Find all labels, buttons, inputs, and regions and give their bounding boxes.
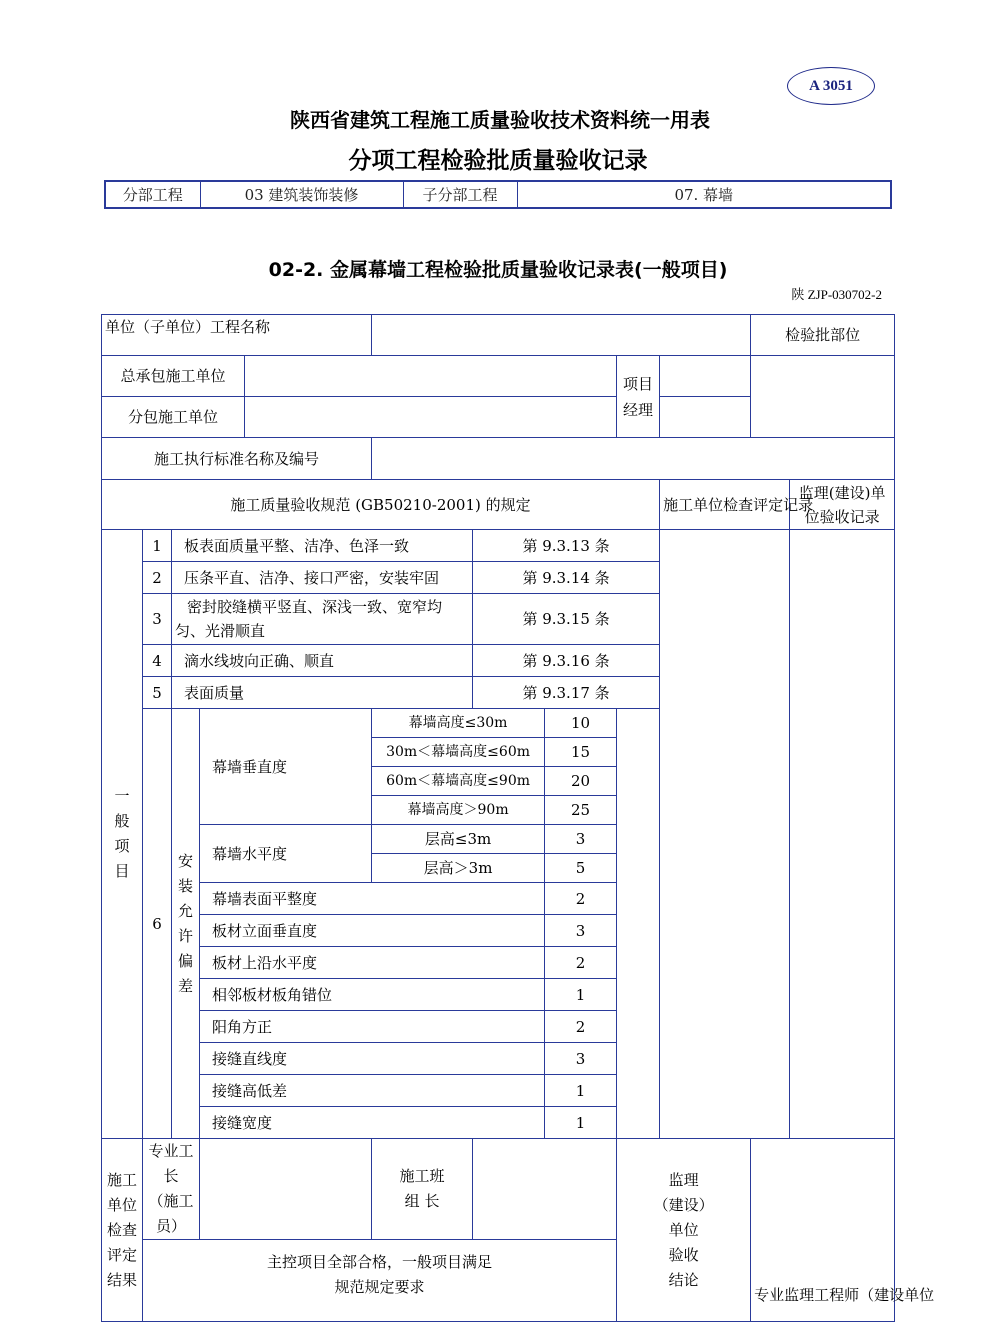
- tolerance-condition: 层高＞3m: [372, 854, 545, 883]
- supervisor-result-label: 监理 （建设） 单位 验收 结论: [617, 1139, 751, 1322]
- item-number: 4: [143, 645, 172, 677]
- tolerance-value: 3: [545, 915, 617, 947]
- foreman-field[interactable]: [200, 1139, 372, 1240]
- supervisor-engineer-field[interactable]: 专业监理工程师（建设单位: [751, 1139, 895, 1322]
- contractor-check-field[interactable]: [660, 530, 790, 1139]
- inspection-batch-part-field[interactable]: [751, 356, 895, 438]
- tolerance-name: 相邻板材板角错位: [200, 979, 545, 1011]
- item-number: 6: [143, 709, 172, 1139]
- form-number-badge: A 3051: [787, 67, 875, 105]
- tolerance-value: 3: [545, 825, 617, 854]
- item-clause: 第 9.3.16 条: [473, 645, 660, 677]
- form-code: 陕 ZJP-030702-2: [791, 287, 882, 302]
- division-value: 03 建筑装饰装修: [200, 181, 403, 208]
- tolerance-name: 幕墙水平度: [200, 825, 372, 883]
- sub-title: 分项工程检验批质量验收记录: [348, 148, 648, 174]
- project-manager-field-2[interactable]: [660, 397, 751, 438]
- unit-project-name-field[interactable]: [372, 315, 751, 356]
- tolerance-condition: 幕墙高度≤30m: [372, 709, 545, 738]
- tolerance-name: 接缝宽度: [200, 1107, 545, 1139]
- supervisor-check-field[interactable]: [790, 530, 895, 1139]
- item-number: 1: [143, 530, 172, 562]
- general-contractor-label: 总承包施工单位: [102, 356, 245, 397]
- team-leader-label: 施工班 组 长: [372, 1139, 473, 1240]
- contractor-check-header: 施工单位检查评定记录: [660, 480, 790, 530]
- tolerance-value: 5: [545, 854, 617, 883]
- subcontractor-label: 分包施工单位: [102, 397, 245, 438]
- item-clause: 第 9.3.14 条: [473, 562, 660, 594]
- tolerance-condition: 30m＜幕墙高度≤60m: [372, 738, 545, 767]
- tolerance-name: 板材上沿水平度: [200, 947, 545, 979]
- tolerance-value: 1: [545, 1075, 617, 1107]
- item-description: 板表面质量平整、洁净、色泽一致: [172, 530, 473, 562]
- subcontractor-field[interactable]: [245, 397, 617, 438]
- tolerance-value: 2: [545, 883, 617, 915]
- general-contractor-field[interactable]: [245, 356, 617, 397]
- tolerance-value: 1: [545, 1107, 617, 1139]
- item-description: 滴水线坡向正确、顺直: [172, 645, 473, 677]
- tolerance-value: 1: [545, 979, 617, 1011]
- foreman-label: 专业工长 （施工员）: [143, 1139, 200, 1240]
- item-description: 表面质量: [172, 677, 473, 709]
- tolerance-value: 10: [545, 709, 617, 738]
- main-title: 陕西省建筑工程施工质量验收技术资料统一用表: [290, 108, 710, 132]
- standard-name-field[interactable]: [372, 438, 895, 480]
- spec-column-header: 施工质量验收规范 (GB50210-2001) 的规定: [102, 480, 660, 530]
- division-header-table: [104, 180, 892, 209]
- tolerance-value: 3: [545, 1043, 617, 1075]
- supervisor-check-header: 监理(建设)单位验收记录: [790, 480, 895, 530]
- tolerance-value: 2: [545, 947, 617, 979]
- contractor-result-label: 施工 单位 检查 评定 结果: [102, 1139, 143, 1322]
- tolerance-name: 幕墙表面平整度: [200, 883, 545, 915]
- tolerance-label: 安 装 允 许 偏 差: [172, 709, 200, 1139]
- tolerance-condition: 60m＜幕墙高度≤90m: [372, 767, 545, 796]
- tolerance-name: 板材立面垂直度: [200, 915, 545, 947]
- unit-project-name-label: 单位（子单位）工程名称: [102, 315, 372, 356]
- tolerance-name: 接缝高低差: [200, 1075, 545, 1107]
- team-leader-field[interactable]: [473, 1139, 617, 1240]
- item-number: 5: [143, 677, 172, 709]
- project-manager-field-1[interactable]: [660, 356, 751, 397]
- inspection-record-table: [101, 314, 935, 1322]
- item-clause: 第 9.3.17 条: [473, 677, 660, 709]
- tolerance-value: 25: [545, 796, 617, 825]
- tolerance-value: 15: [545, 738, 617, 767]
- tolerance-value: 2: [545, 1011, 617, 1043]
- subdivision-label: 子分部工程: [403, 181, 517, 208]
- form-title: 02-2. 金属幕墙工程检验批质量验收记录表(一般项目): [268, 259, 728, 281]
- general-items-label: 一 般 项 目: [102, 530, 143, 1139]
- inspection-batch-part-label: 检验批部位: [751, 315, 895, 356]
- tolerance-condition: 幕墙高度＞90m: [372, 796, 545, 825]
- tolerance-name: 接缝直线度: [200, 1043, 545, 1075]
- tolerance-name: 幕墙垂直度: [200, 709, 372, 825]
- item-description: 压条平直、洁净、接口严密，安装牢固: [172, 562, 473, 594]
- item-number: 2: [143, 562, 172, 594]
- item-clause: 第 9.3.15 条: [473, 594, 660, 645]
- tolerance-value: 20: [545, 767, 617, 796]
- item-description: 密封胶缝横平竖直、深浅一致、宽窄均匀、光滑顺直: [172, 594, 473, 645]
- division-label: 分部工程: [105, 181, 200, 208]
- contractor-conclusion: 主控项目全部合格，一般项目满足 规范规定要求: [143, 1240, 617, 1322]
- item-number: 3: [143, 594, 172, 645]
- tolerance-name: 阳角方正: [200, 1011, 545, 1043]
- tolerance-condition: 层高≤3m: [372, 825, 545, 854]
- standard-name-label: 施工执行标准名称及编号: [102, 438, 372, 480]
- subdivision-value: 07. 幕墙: [517, 181, 891, 208]
- item-clause: 第 9.3.13 条: [473, 530, 660, 562]
- project-manager-label: 项目 经理: [617, 356, 660, 438]
